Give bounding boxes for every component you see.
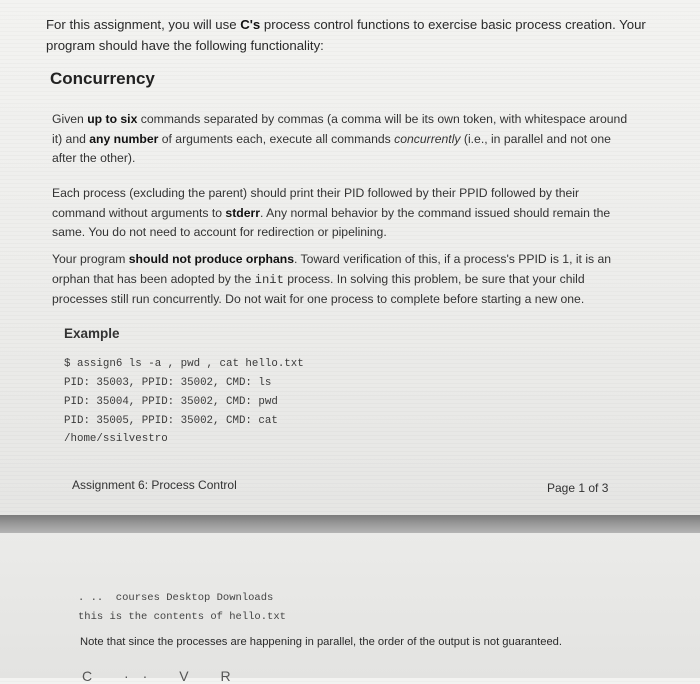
para2-bold: stderr bbox=[225, 205, 260, 220]
para1-text-3: of arguments each, execute all commands bbox=[158, 131, 395, 146]
para3-bold: should not produce orphans bbox=[128, 252, 294, 266]
para3-text-1: Your program bbox=[52, 252, 129, 266]
paragraph-orphans bbox=[52, 250, 630, 310]
intro-paragraph bbox=[46, 14, 651, 56]
para2-text-1: Each process (excluding the parent) should print their PID followed by their PPID followed by their command without arguments to bbox=[52, 186, 580, 220]
output-line: this is the contents of hello.txt bbox=[78, 611, 286, 623]
para1-bold-1: up to six bbox=[87, 112, 138, 126]
example-title: Example bbox=[64, 326, 120, 341]
para2-text-2: . Any normal behavior by the command issued should remain the same. You do not need to account for redirection or pipelining. bbox=[52, 205, 611, 239]
paragraph-stderr bbox=[52, 184, 634, 243]
para3-text-2: . Toward verification of this, if a process's PPID is 1, it is an orphan that has been adopted by the bbox=[52, 252, 612, 286]
para1-text-4: (i.e., in parallel and not one after the other). bbox=[52, 131, 611, 165]
para1-bold-2: any number bbox=[89, 131, 159, 146]
page-separator bbox=[0, 515, 700, 533]
intro-text-start: For this assignment, you will use bbox=[46, 17, 241, 32]
para1-text-2: commands separated by commas (a comma will be its own token, with whitespace around it) and bbox=[52, 112, 628, 146]
example-line: PID: 35003, PPID: 35002, CMD: ls bbox=[64, 377, 272, 389]
para3-text-3: process. In solving this problem, be sure that your child processes still run concurrently. Do not wait for one process to complete before starting a new one. bbox=[52, 271, 585, 306]
cut-off-text: C ·· V R bbox=[82, 668, 245, 684]
para1-italic: concurrently bbox=[394, 131, 461, 146]
footer-page-number: Page 1 of 3 bbox=[547, 481, 609, 495]
section-heading: Concurrency bbox=[50, 69, 155, 88]
intro-text-end: process control functions to exercise basic process creation. Your program should have the following functionality: bbox=[46, 17, 646, 53]
footer-assignment-title: Assignment 6: Process Control bbox=[72, 478, 237, 492]
page-two bbox=[0, 533, 700, 678]
output-line: . .. courses Desktop Downloads bbox=[78, 592, 274, 604]
example-line: PID: 35005, PPID: 35002, CMD: cat bbox=[64, 415, 278, 427]
paragraph-concurrency bbox=[52, 110, 637, 169]
para1-text-1: Given bbox=[52, 112, 88, 126]
example-line: /home/ssilvestro bbox=[64, 433, 168, 445]
example-line: $ assign6 ls -a , pwd , cat hello.txt bbox=[64, 358, 304, 370]
example-line: PID: 35004, PPID: 35002, CMD: pwd bbox=[64, 396, 278, 408]
intro-c-letter: C's bbox=[240, 17, 261, 32]
order-note: Note that since the processes are happening in parallel, the order of the output is not guaranteed. bbox=[80, 636, 563, 648]
init-code: init bbox=[254, 272, 284, 287]
